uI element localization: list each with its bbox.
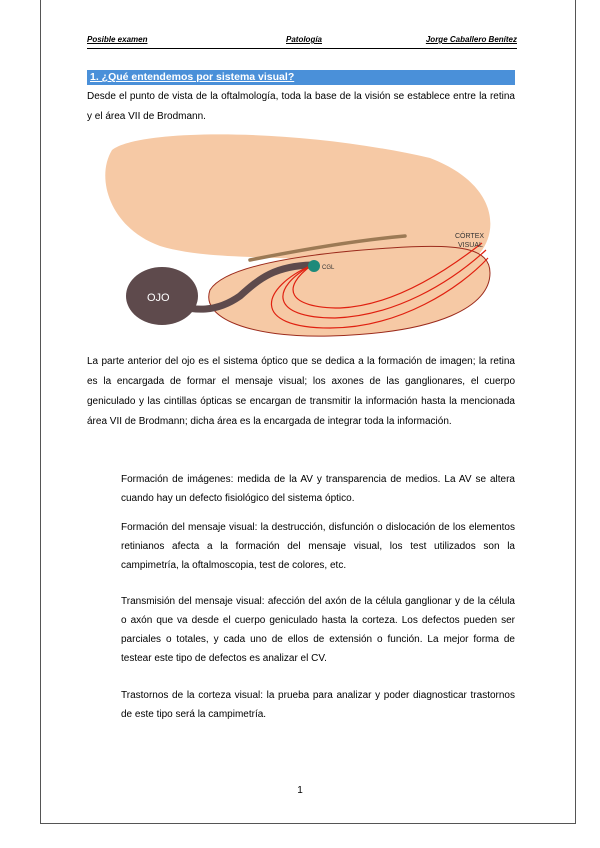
header-right: Jorge Caballero Benítez: [425, 35, 517, 44]
cortex-label-line1: CÓRTEX: [455, 233, 485, 240]
page-number: 1: [297, 785, 303, 796]
eye-label: OJO: [147, 292, 170, 304]
page-header: [87, 34, 517, 49]
section-heading: [87, 70, 515, 85]
cgl-node: [308, 260, 320, 272]
list-item: Formación de imágenes: medida de la AV y transparencia de medios. La AV se altera cuando hay un defecto fisiológico del sistema óptico.: [121, 474, 515, 504]
header-center: Patología: [286, 35, 323, 44]
body-paragraph: La parte anterior del ojo es el sistema óptico que se dedica a la formación de imagen; la retina es la encargada de formar el mensaje visual; los axones de las ganglionares, el cuerpo geniculado y las cintillas ópticas se encargan de transmitir la información hasta la mencionada área VII de Brodmann; dicha área es la encargada de integrar toda la información.: [87, 356, 515, 427]
list-item: Trastornos de la corteza visual: la prueba para analizar y poder diagnosticar trastornos de este tipo será la campimetría.: [121, 690, 515, 720]
cgl-label: CGL: [322, 265, 335, 271]
intro-paragraph: Desde el punto de vista de la oftalmología, toda la base de la visión se establece entre la retina y el área VII de Brodmann.: [87, 91, 515, 122]
visual-pathway-diagram: [100, 128, 510, 348]
cortex-label-line2: VISUAL: [458, 242, 483, 249]
section-title: 1. ¿Qué entendemos por sistema visual?: [90, 71, 295, 83]
list-item: Transmisión del mensaje visual: afección del axón de la célula ganglionar y de la célula o axón que va desde el cuerpo geniculado hasta la corteza. Los defectos pueden ser parciales o totales, y cada uno de ellos de extensión o función. La mejor forma de testear este tipo de defectos es analizar el CV.: [121, 596, 515, 664]
list-item: Formación del mensaje visual: la destrucción, disfunción o dislocación de los elementos retinianos afecta a la formación del mensaje visual, los test utilizados son la campimetría, la oftalmoscopia, test de colores, etc.: [121, 522, 515, 571]
header-left: Posible examen: [87, 35, 148, 44]
